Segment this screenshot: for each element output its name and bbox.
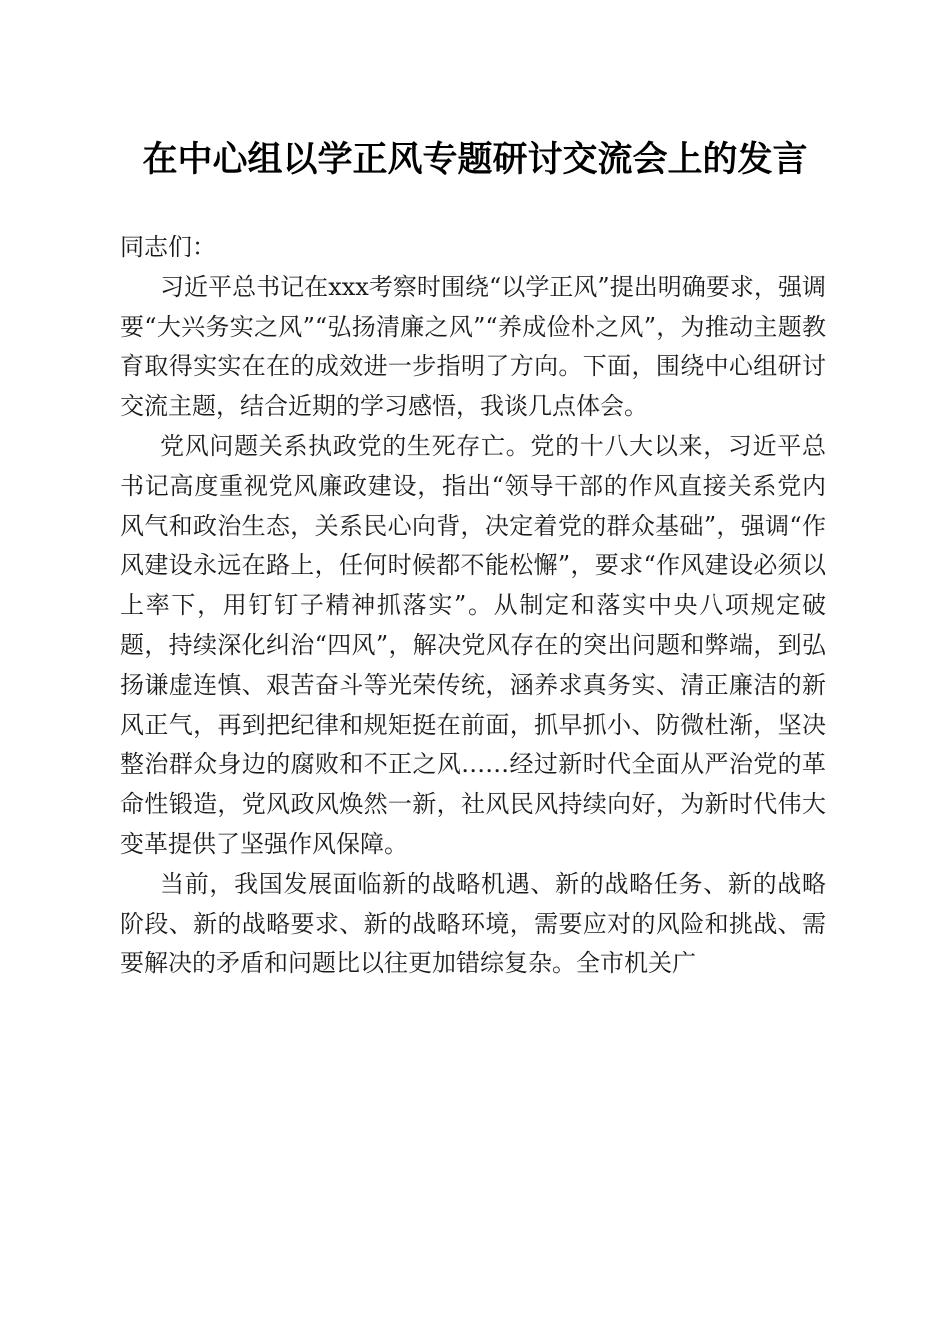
- paragraph-party-style: 党风问题关系执政党的生死存亡。党的十八大以来，习近平总书记高度重视党风廉政建设，指出“领导干部的作风直接关系党内风气和政治生态，关系民心向背，决定着党的群众基础”，强调“作风建设永远在路上，任何时候都不能松懈”，要求“作风建设必须以上率下，用钉钉子精神抓落实”。从制定和落实中央八项规定破题，持续深化纠治“四风”，解决党风存在的突出问题和弊端，到弘扬谦虚连慎、艰苦奋斗等光荣传统，涵养求真务实、清正廉洁的新风正气，再到把纪律和规矩挺在前面，抓早抓小、防微杜渐，坚决整治群众身边的腐败和不正之风……经过新时代全面从严治党的革命性锻造，党风政风焕然一新，社风民风持续向好，为新时代伟大变革提供了坚强作风保障。: [120, 431, 826, 858]
- document-body: [120, 228, 826, 984]
- paragraph-current-situation: 当前，我国发展面临新的战略机遇、新的战略任务、新的战略阶段、新的战略要求、新的战略环境，需要应对的风险和挑战、需要解决的矛盾和问题比以往更加错综复杂。全市机关广: [120, 869, 826, 978]
- paragraph-intro: 习近平总书记在xxx考察时围绕“以学正风”提出明确要求，强调要“大兴务实之风”“弘扬清廉之风”“养成俭朴之风”，为推动主题教育取得实实在在的成效进一步指明了方向。下面，围绕中心组研讨交流主题，结合近期的学习感悟，我谈几点体会。: [120, 272, 826, 421]
- salutation: 同志们：: [120, 233, 216, 261]
- document-title: 在中心组以学正风专题研讨交流会上的发言: [142, 139, 808, 180]
